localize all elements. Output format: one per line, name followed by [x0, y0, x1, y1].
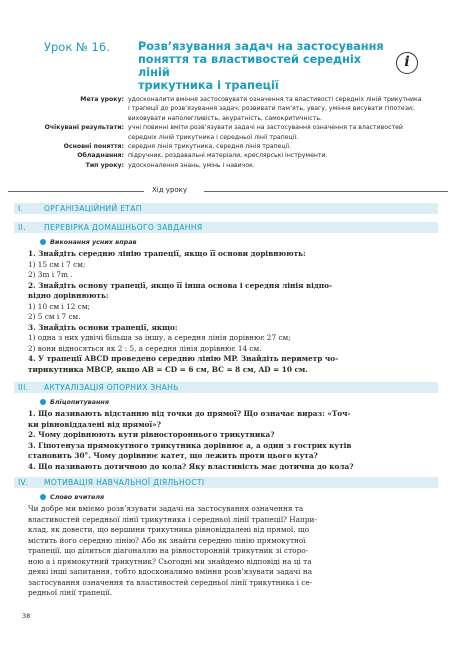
section-heading	[14, 222, 438, 233]
question-line: становить 30°. Чому дорівнює катет, що лежить проти цього кута?	[28, 451, 318, 460]
paragraph-line: деякі інші запитання, тобто вдосконалимо вміння розв’язувати задачі на	[28, 567, 313, 576]
exercise-line: 1) 10 см і 12 см;	[28, 301, 90, 311]
exercise-line: 2) вони відносяться як 2 : 5, а середня лінія дорівнює 14 см.	[28, 343, 262, 353]
meta-text	[128, 123, 434, 142]
bullet-icon	[40, 494, 46, 500]
section-heading	[14, 203, 438, 214]
section-heading	[14, 477, 438, 488]
subsection-heading	[40, 398, 109, 406]
lesson-title-line: Розв’язування задач на застосування	[138, 40, 384, 53]
lesson-meta	[14, 95, 434, 170]
page-number: 38	[22, 612, 31, 620]
subsection-title: Виконання усних вправ	[50, 238, 137, 246]
meta-equipment	[14, 151, 434, 160]
question-line: 3. Гіпотенуза прямокутного трикутника дорівнює a, а один з гострих кутів	[28, 440, 352, 450]
lesson-progress-divider	[8, 187, 448, 195]
meta-label: Мета уроку:	[80, 96, 124, 103]
meta-results	[14, 123, 434, 142]
subsection-title: Бліцопитування	[50, 398, 109, 406]
section-number: III.	[18, 383, 29, 392]
subsection-heading	[40, 493, 104, 501]
subsection-title: Слово вчителя	[50, 493, 105, 501]
section-title: АКТУАЛІЗАЦІЯ ОПОРНИХ ЗНАНЬ	[44, 383, 179, 392]
meta-goal	[14, 95, 434, 123]
exercise-line: 2. Знайдіть основу трапеції, якщо її інша основа і середня лінія відпо-	[28, 280, 333, 290]
lesson-title-line: трикутника і трапеції	[138, 79, 279, 92]
meta-label: Обладнання:	[77, 152, 124, 160]
paragraph-line: трапеції, що ділиться діагоналлю на рівносторонній трикутник зі сторо-	[28, 546, 309, 555]
lesson-number: Урок № 16.	[44, 40, 110, 54]
section-title: ПЕРЕВІРКА ДОМАШНЬОГО ЗАВДАННЯ	[44, 223, 203, 232]
meta-concepts	[14, 142, 434, 151]
exercise-line: 1) 15 см і 7 см;	[28, 259, 86, 269]
lesson-progress-label: Хід уроку	[148, 186, 191, 194]
paragraph-line: Чи добре ми вміємо розв’язувати задачі на застосування означення та	[28, 504, 304, 513]
paragraph-line: клад, як довести, що вершини трикутника рівновіддалені від прямої, що	[28, 525, 310, 534]
paragraph-line: ною a і прямокутний трикутник? Сьогодні ми знайдемо відповіді на ці та	[28, 556, 312, 566]
bullet-icon	[40, 239, 46, 245]
paragraph-line: редньої лінії трапеції.	[28, 588, 113, 597]
meta-text	[128, 95, 434, 123]
question-line: 1. Що називають відстанню від точки до прямої? Що означає вираз: «Точ-	[28, 409, 351, 418]
bullet-icon	[40, 399, 46, 405]
question-line: 2. Чому дорівнюють кути рівностороннього трикутника?	[28, 430, 275, 439]
divider-line	[204, 191, 448, 192]
meta-line: середніх ліній трикутника і середньої лінії трапеції.	[128, 133, 299, 141]
lesson-title	[138, 40, 388, 92]
exercise-line: 1) одна з них удвічі більша за іншу, а середня лінія дорівнює 27 см;	[28, 333, 291, 342]
paragraph-line: містить його середню лінію? Або як знайти середню лінію прямокутної	[28, 535, 306, 545]
meta-line: і трапеції до розв’язування задач; розвивати пам’ять, увагу, уміння висувати гіпотези;	[128, 105, 415, 113]
lesson-title-line: поняття та властивостей середніх ліній	[138, 53, 362, 79]
exercise-line: 2) 3m і 7m .	[28, 270, 73, 279]
question-line: 4. Що називають дотичною до кола? Яку властивість має дотична до кола?	[28, 461, 354, 471]
subsection-heading	[40, 238, 137, 246]
meta-line: удосконалити вміння застосовувати означення та властивості середніх ліній трикутника	[128, 96, 422, 103]
section-number: IV.	[18, 478, 28, 487]
meta-text: удосконалення знань, умінь і навичок.	[128, 161, 255, 169]
exercise-line: тирикутника MBCP, якщо AB = CD = 6 см, BC = 8 см, AD = 10 см.	[28, 364, 308, 374]
section-title: ОРГАНІЗАЦІЙНИЙ ЕТАП	[44, 204, 142, 213]
exercise-line: 1. Знайдіть середню лінію трапеції, якщо її основи дорівнюють:	[28, 249, 306, 258]
paragraph-line: застосування означення та властивостей середньої лінії трикутника і се-	[28, 577, 313, 587]
divider-line	[8, 191, 144, 192]
meta-text: підручник, роздавальні матеріали, креслярські інструменти.	[128, 152, 328, 160]
exercise-line: відно дорівнюють:	[28, 291, 109, 300]
exercise-line: 2) 5 см і 7 см.	[28, 312, 81, 321]
meta-text: середня лінія трикутника, середня лінія трапеції.	[128, 143, 292, 151]
meta-label: Тип уроку:	[85, 161, 124, 169]
exercise-line: 4. У трапеції ABCD проведено середню лінію MP. Знайдіть периметр чо-	[28, 354, 339, 363]
paragraph-line: властивостей середньої лінії трикутника і середньої лінії трапеції? Напри-	[28, 514, 317, 524]
meta-line: виховувати наполегливість, акуратність, самокритичність.	[128, 114, 322, 122]
exercise-line: 3. Знайдіть основи трапеції, якщо:	[28, 322, 178, 332]
meta-label: Очікувані результати:	[44, 124, 124, 132]
section-heading	[14, 382, 438, 393]
question-line: ки рівновіддалені від прямої»?	[28, 419, 162, 429]
section-number: I.	[18, 204, 24, 213]
meta-line: учні повинні вміти розв’язувати задачі на застосування означення та властивостей	[128, 124, 403, 132]
section-number: II.	[18, 223, 26, 232]
info-icon: i	[396, 52, 418, 74]
section-title: МОТИВАЦІЯ НАВЧАЛЬНОЇ ДІЯЛЬНОСТІ	[44, 478, 205, 487]
meta-type	[14, 161, 434, 170]
meta-label: Основні поняття:	[63, 143, 124, 151]
